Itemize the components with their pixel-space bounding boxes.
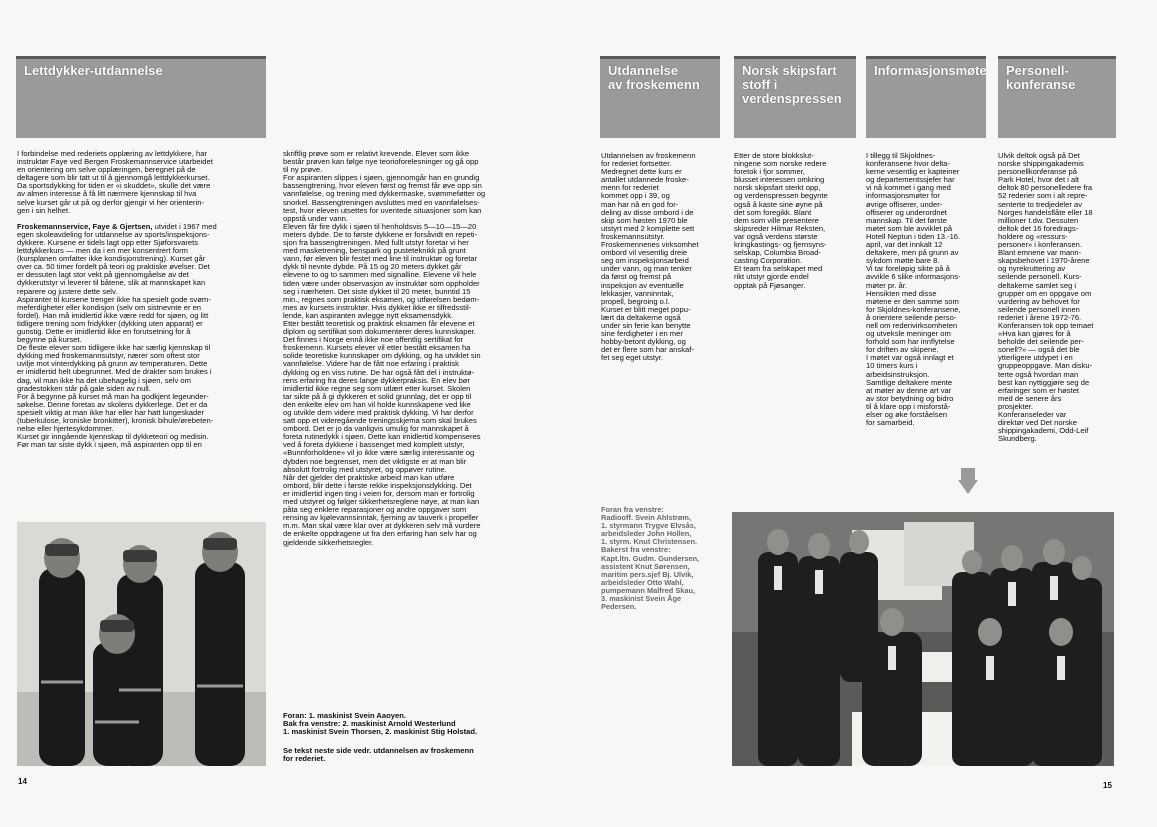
heading-lettdykker: Lettdykker-utdannelse [16, 56, 266, 138]
personellkonferanse-paragraph: Ulvik deltok også på Det norske shippingakademis personellkonferanse på Park Hotel, hvor det i alt deltok 80 personelledere fra 52 rederier som i alt repre- senterte to tredjedeler av Norges handelsflåte eller 18 millioner t.dw. Dessuten deltok det 16 foredrags- holdere og «ressurs- personer» i konferansen. Blant emnene var mann- skapsbehovet i 1970-årene og nyrekruttering av seilende personell. Kurs- deltakerne samlet seg i grupper om en oppgave om vurdering av behovet for seilende personell innen rederiet i årene 1972-76. Konferansen tok opp temaet «Hva kan gjøres for å beholde det seilende per- sonell?» — også det ble ytterligere utdypet i en gruppeoppgave. Man disku- terte også hvordan man best kan nyttiggjøre seg de erfaringer som er høstet med de senere års prosjekter. Konferanseleder var direktør ved Det norske shippingakademi, Odd-Leif Skundberg. [998, 152, 1094, 444]
left-column-1 [17, 150, 275, 510]
froskemenn-paragraph: Utdannelsen av froskemenn for rederiet fortsetter. Medregnet dette kurs er antallet utdannede froske- menn for rederiet kommet opp i 39, og man har nå en god for- deling av disse ombord i de skip som høsten 1970 ble utstyrt med 2 komplette sett froskemannsutstyr. Froskemennenes virksomhet ombord vil vesentlig dreie seg om inspeksjonsarbeid under vann, og man tenker da først og fremst på inspeksjon av eventuelle lekkasjer, vanninntak, propell, begroing o.l. Kurset er blitt meget popu- lært da deltakerne også under sin ferie kan benytte sine ferdigheter i en mer hobby-betont dykking, og det er flere som har anskaf- fet seg eget utstyr. [601, 152, 699, 363]
divers-caption: Foran: 1. maskinist Svein Aaoyen. Bak fra venstre: 2. maskinist Arnold Westerlund 1. maskinist Svein Thorsen, 2. maskinist Stig Holstad. [283, 711, 478, 737]
informasjonsmote-paragraph: I tillegg til Skjoldnes- konferansene hvor delta- kerne vesentlig er kapteiner og departementssjefer har vi nå kommet i gang med informasjonsmøter for øvrige offiserer, under- offiserer og underordnet mannskap. Til det første møtet som ble avviklet på Hotell Neptun i tiden 13.-16. april, var det innkalt 12 deltakere, men på grunn av sykdom møtte bare 8. Vi tar foreløpig sikte på å avvikle 6 slike informasjons- møter pr. år. Hensikten med disse møtene er den samme som for Skjoldnes-konferansene, å orientere seilende perso- nell om rederivirksomheten og utveksle meninger om forhold som har innflytelse for driften av skipene. I møtet var også innlagt et 10 timers kurs i arbeidsinstruksjon. Samtlige deltakere mente at møter av denne art var av stor betydning og bidro til å klare opp i misforstå- elser og øke forståelsen for samarbeid. [866, 152, 961, 428]
heading-personellkonferanse: Personell- konferanse [998, 56, 1116, 138]
meeting-photo-caption: Foran fra venstre: Radiooff. Svein Ahlstrøm, 1. styrmann Trygve Elvsås, arbeidsleder John Hollen, 1. styrm. Knut Christensen. Bakerst fra venstre: Kapt.ltn. Gudm. Gundersen, assistent Knut Sørensen, maritim pers.sjef Bj. Ulvik, arbeidsleder Otto Wahl, pumpemann Malfred Skau, 3. maskinist Svein Åge Pedersen. [601, 505, 700, 612]
divers-illustration [17, 522, 266, 766]
meeting-photo [732, 512, 1114, 766]
heading-informasjonsmote: Informasjonsmøte [866, 56, 986, 138]
page-number-left: 14 [18, 777, 27, 786]
right-column-1 [601, 152, 723, 410]
froskemannservice-paragraph: Froskemannservice, Faye & Gjertsen, utvidet i 1967 med egen skoleavdeling for utdannelse av sports/inspeksjons- dykkere. Kursene er tidels lagt opp etter Sjøforsvarets lettdykkerkurs — men da i en mer konsentrert form (kursplanen omfatter ikke kondisjonstrening). Kurset går over ca. 50 timer fordelt på teori og praktiske øvelser. Det er dessuten lagt stor vekt på gjennomgåelse av det dykkerutstyr vi leverer til båtene, slik at mannskapet kan reparere og justere dette selv. Aspiranter til kursene trenger ikke ha spesielt gode svøm- meferdigheter eller kondisjon (selv om sistnevnte er en fordel). Han må imidlertid ikke være redd for sjøen, og litt tidligere trening som fridykker (dykking uten apparat) er gunstig. Dette er imidlertid ikke en forutsetning for å begynne på kurset. De fleste elever som tidligere ikke har særlig kjennskap til dykking med froskemannsutstyr, nærer som oftest stor uvilje mot vinterdykking på grunn av temperaturen. Dette er imidlertid helt ubegrunnet. Med de drakter som brukes i dag, vil man ikke ha det ubehagelig i sjøen, selv om gradestokken står på gale siden av null. For å begynne på kurset må man ha godkjent legeunder- søkelse. Denne foretas av skolens dykkerlege. Det er da spesielt viktig at man ikke har eller har hatt lungeskader (tuberkulose, kroniske bronkitter), kronisk bihule/ørebeten- nelse eller hjertesykdommer. Kurset gir inngående kjennskap til dykketeori og medisin. Før man tar siste dykk i sjøen, må aspiranten opp til en [17, 221, 217, 450]
heading-utdannelse: Utdannelse av froskemenn [600, 56, 720, 138]
heading-norsk-skipsfart: Norsk skipsfart stoff i verdenspressen [734, 56, 856, 138]
see-next-page-note: Se tekst neste side vedr. utdannelsen av froskemenn for rederiet. [283, 746, 474, 764]
divers-photo [17, 522, 266, 766]
page-number-right: 15 [1103, 781, 1112, 790]
right-page [566, 0, 1157, 827]
right-column-4 [998, 152, 1122, 500]
course-paragraph: skriftlig prøve som er relativt krevende. Elever som ikke består prøven kan følge nye teorioforelesninger og gå opp til ny prøve. For aspiranten slippes i sjøen, gjennomgår han en grundig bassengtrening, hvor eleven først og fremst får øve opp sin vannfølelse, og trening med dykkermaske, svømmeføtter og snorkel. Bassengtreningen avsluttes med en vannfølelses- test, hvor eleven utsettes for uventede situasjoner som kan oppstå under vann. Eleven får fire dykk i sjøen til henholdsvis 5—10—15—20 meters dybde. De to første dykkene er forsåvidt en repeti- sjon fra bassengtreningen. Med fullt utstyr foretar vi her med masketrening, benspark og pusteteknikk på grunt vann, før eleven blir festet med line til instruktør og foretar dykk til nevnte dybde. På 15 og 20 meters dykket går elevene to og to sammen med signalline. Elevene vil hele tiden være under observasjon av instruktør som oppholder seg i nærheten. Det siste dykket til 20 meter, bunntid 15 min., regnes som praktisk eksamen, og utførelsen bedøm- mes av kursets instruktør. Hvis dykket ikke er tilfredsstil- lende, kan aspiranten avlegge nytt eksamensdykk. Etter bestått teoretisk og praktisk eksamen får elevene et diplom og sertifikat som dokumenterer deres kunnskaper. Det finnes i Norge ennå ikke noe offentlig sertifikat for froskemenn. Kursets elever vil etter bestått eksamen ha solide teoretiske kunnskaper om dykking, og ha utviklet sin vannfølelse. Videre har de fått noe erfaring i praktisk dykking og en viss rutine. De har også fått del i instruktø- rens erfaring fra deres lange dykkerpraksis. En elev bør imidlertid ikke regne seg som utlært etter kurset. Skolen tar sikte på å gi dykkeren et solid grunnlag, det er opp til den enkelte elev om han vil holde kunnskapene ved like og utvikle dem videre med praktisk dykking. Vi har derfor satt opp et videregående treningsskjema som skal brukes ombord. Det er jo da vanligvis umulig for mannskapet å foreta rutinedykk i sjøen. Dette kan imidlertid kompenseres ved å foreta dykkene i bassenget med komplett utstyr, «Bunnforholdene» vil jo ikke være særlig interessante og dybden noe begrenset, men det viktigste er at man blir absolutt fortrolig med utstyret, og oppøver rutine. Når det gjelder det praktiske arbeid man kan utføre ombord, blir dette i første rekke inspeksjonsdykking. Det er imidlertid ingen ting i veien for, dersom man er fortrolig med utstyret og følger sikkerhetsreglene nøye, at man kan påta seg enklere reparasjoner og andre oppgaver som rensing av kjølevannsinntak, fjerning av tauverk i propeller m.m. Man skal være klar over at dykkeren selv må vurdere de enkelte oppdragene ut fra den erfaring han selv har og gjeldende sikkerhetsregler. [283, 150, 486, 547]
skipsfart-paragraph: Etter de store blokkslut- ningene som norske redere foretok i fjor sommer, blusset interessen omkring norsk skipsfart sterkt opp, og verdenspressen begynte også å kaste sine øyne på det som foregikk. Blant dem som ville presentere skipsreder Hilmar Reksten, var også verdens største kringkastings- og fjernsyns- selskap, Columbia Broad- casting Corporation. Et team fra selskapet med rikt utstyr gjorde endel opptak på Fjøsanger. [734, 152, 828, 290]
right-column-2 [734, 152, 858, 352]
right-column-3 [866, 152, 990, 492]
down-arrow-icon [958, 468, 978, 494]
intro-paragraph: I forbindelse med rederiets opplæring av lettdykkere, har instruktør Faye ved Bergen Froskemannservice utarbeidet en orientering om selve opplæringen, beregnet på de deltagere som blir tatt ut til å gjennomgå lettdykkerkurset. Da sportsdykking for tiden er «i skuddet», skulle det være av almen interesse å få litt nærmere kjennskap til hva selve kurset går ut på og derfor gjengir vi her orienterin- gen i sin helhet. [17, 150, 213, 215]
meeting-illustration [732, 512, 1114, 766]
left-page [0, 0, 566, 827]
left-column-2 [283, 150, 553, 612]
